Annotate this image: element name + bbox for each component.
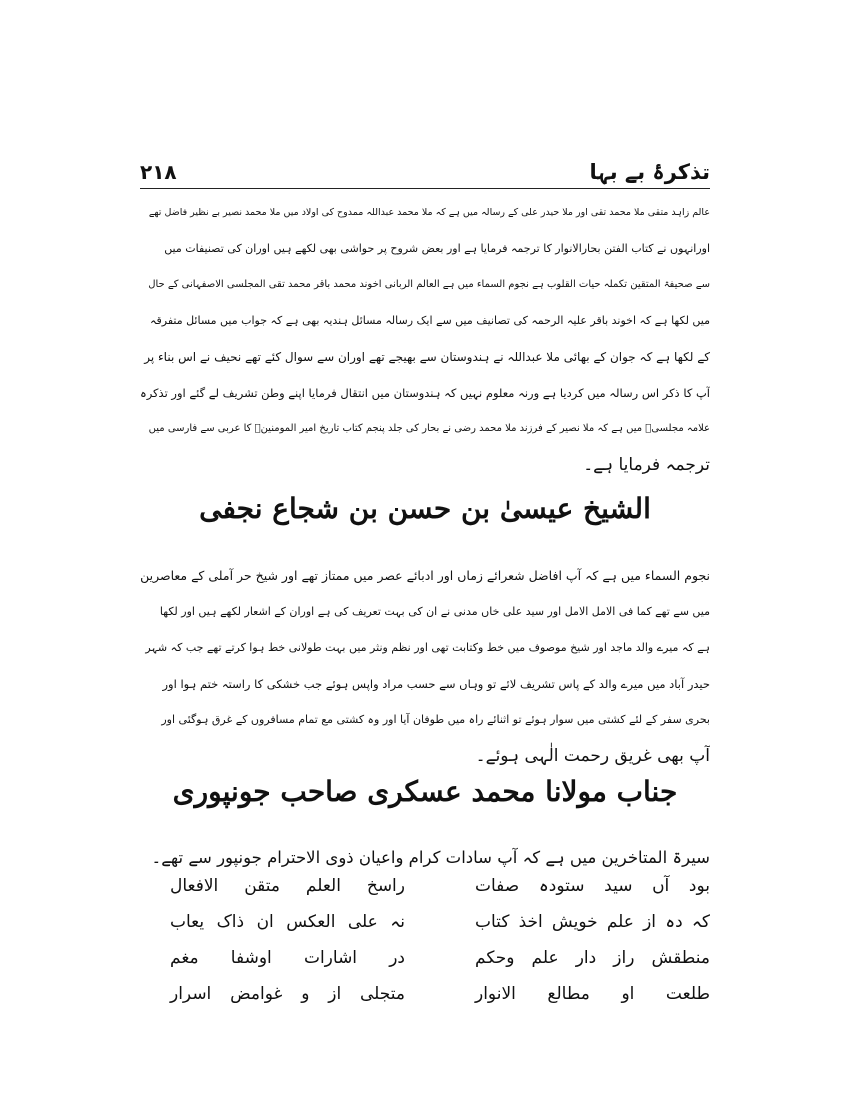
poem-couplet — [170, 940, 710, 976]
text-line: عالم زاہد متقی ملا محمد تقی اور ملا حیدر علی کے رسالہ میں ہے کہ ملا محمد عبداللہ ممدوح کی اولاد میں ملا محمد نصیر بے نظیر فاضل تھے — [148, 207, 710, 218]
text-line: حیدر آباد میں میرے والد کے پاس تشریف لائے تو وہاں سے حسب مراد واپس ہوئے جب خشکی کا راستہ ختم ہوا اور — [162, 677, 710, 691]
text-line: کے لکھا ہے کہ جوان کے بھائی ملا عبداللہ نے ہندوستان سے بھیجے تھے اوران سے سوال کئے تھے نحیف نے اس بناء پر — [144, 350, 710, 364]
section-heading-maulana-askari: جناب مولانا محمد عسکری صاحب جونپوری — [172, 775, 678, 808]
hemistich-first: طلعت او مطالع الانوار — [475, 984, 710, 1004]
poem-couplet — [170, 904, 710, 940]
paragraph-shaikh-isa — [140, 558, 710, 774]
text-line: ہے کہ میرے والد ماجد اور شیخ موصوف میں خط وکتابت تھی اور نظم ونثر میں بہت طولانی خط ہوا کرتے تھے جب کہ شہر — [145, 641, 710, 654]
persian-poem — [170, 868, 710, 1012]
hemistich-first: بود آں سید ستودہ صفات — [475, 876, 710, 896]
book-title: تذکرۂ بے بہا — [589, 160, 710, 184]
poem-couplet — [170, 976, 710, 1012]
text-line: اورانہوں نے کتاب الفتن بحارالانوار کا ترجمہ فرمایا ہے اور بعض شروح پر حواشی بھی لکھے ہیں اوران کی تصنیفات میں — [164, 242, 710, 255]
text-line: میں سے تھے کما فی الامل الامل اور سید علی خاں مدنی نے ان کی بہت تعریف کی ہے اوران کے اشعار لکھے ہیں اور لکھا — [159, 605, 710, 618]
hemistich-second: متجلی از و غوامض اسرار — [170, 984, 405, 1004]
text-line: سے صحیفۃ المتقین تکملہ حیات القلوب ہے نجوم السماء میں ہے العالم الربانی اخوند محمد باقر محمد تقی المجلسی الاصفہانی کے حال — [148, 279, 710, 290]
page-header — [140, 152, 710, 184]
page-number: ۲۱۸ — [140, 160, 177, 184]
paragraph-mulla-nasir — [140, 195, 710, 483]
text-line: آپ کا ذکر اس رسالہ میں کردیا ہے ورنہ معلوم نہیں کہ ہندوستان میں انتقال فرمایا اپنے وطن تشریف لے گئے اور تذکرہ — [140, 386, 710, 400]
text-line: ترجمہ فرمایا ہے۔ — [583, 455, 710, 475]
hemistich-second: راسخ العلم متقن الافعال — [170, 876, 405, 896]
text-line: سیرۃ المتاخرین میں ہے کہ آپ سادات کرام واعیان ذوی الاحترام جونپور سے تھے۔ — [151, 848, 710, 867]
hemistich-first: منطقش راز دار علم وحکم — [475, 948, 710, 968]
hemistich-second: نہ علی العکس ان ذاک یعاب — [170, 912, 405, 932]
hemistich-second: در اشارات اوشفا مغم — [170, 948, 405, 968]
text-line: بحری سفر کے لئے کشتی میں سوار ہوئے تو اثنائے راہ میں طوفان آیا اور وہ کشتی مع تمام مسافروں کے غرق ہوگئی اور — [161, 713, 710, 726]
text-line: آپ بھی غریق رحمت الٰہی ہوئے۔ — [475, 746, 710, 766]
poem-couplet — [170, 868, 710, 904]
text-line: میں لکھا ہے کہ اخوند باقر علیہ الرحمہ کی تصانیف میں سے ایک رسالہ مسائل ہندیہ بھی ہے کہ جواب میں مسائل متفرقہ — [150, 314, 710, 327]
section-heading-shaikh-isa: الشیخ عیسیٰ بن حسن بن شجاع نجفی — [199, 492, 651, 525]
header-rule — [140, 188, 710, 189]
hemistich-first: کہ دہ از علم خویش اخذ کتاب — [475, 912, 710, 932]
text-line: علامہ مجلسیؒ میں ہے کہ ملا نصیر کے فرزند ملا محمد رضی نے بحار کی جلد پنجم کتاب تاریخ امیر المومنینؑ کا عربی سے فارسی میں — [148, 423, 710, 434]
text-line: نجوم السماء میں ہے کہ آپ افاضل شعرائے زماں اور ادبائے عصر میں ممتاز تھے اور شیخ حر آملی کے معاصرین — [140, 568, 710, 583]
